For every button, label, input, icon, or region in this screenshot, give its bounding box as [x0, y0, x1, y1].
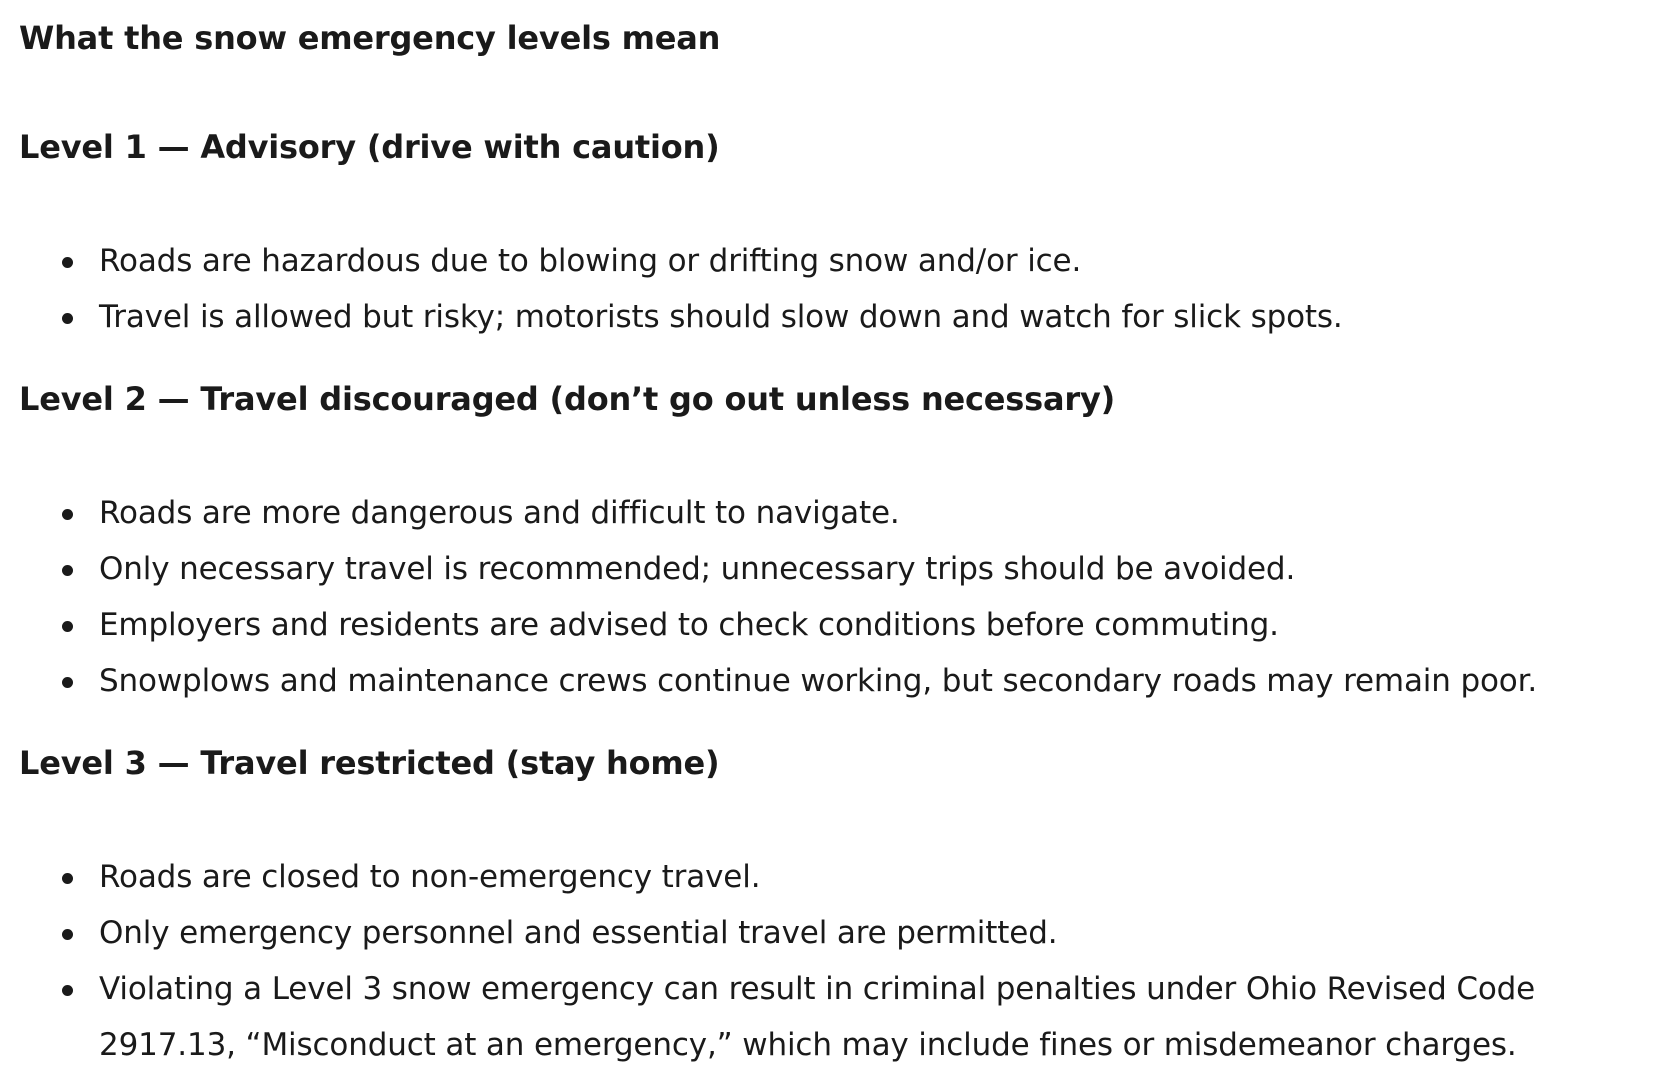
list-item: Roads are closed to non-emergency travel. [19, 849, 1680, 905]
level-3-heading: Level 3 — Travel restricted (stay home) [19, 744, 720, 782]
level-1-bullet-list [19, 233, 1680, 345]
list-item: Roads are hazardous due to blowing or drifting snow and/or ice. [19, 233, 1680, 289]
list-item: Travel is allowed but risky; motorists should slow down and watch for slick spots. [19, 289, 1680, 345]
list-item: Violating a Level 3 snow emergency can result in criminal penalties under Ohio Revised Code 2917.13, “Misconduct at an emergency,” which may include fines or misdemeanor charges. [19, 961, 1680, 1073]
level-3-bullet-list [19, 849, 1680, 1073]
level-2-bullet-list [19, 485, 1680, 709]
level-1-section [19, 125, 1680, 345]
list-item: Only necessary travel is recommended; unnecessary trips should be avoided. [19, 541, 1680, 597]
level-1-heading: Level 1 — Advisory (drive with caution) [19, 128, 720, 166]
level-3-section [19, 741, 1680, 1073]
level-2-heading: Level 2 — Travel discouraged (don’t go out unless necessary) [19, 380, 1116, 418]
level-2-section [19, 377, 1680, 709]
list-item: Snowplows and maintenance crews continue working, but secondary roads may remain poor. [19, 653, 1680, 709]
page-title: What the snow emergency levels mean [19, 19, 721, 57]
list-item: Employers and residents are advised to check conditions before commuting. [19, 597, 1680, 653]
list-item: Only emergency personnel and essential travel are permitted. [19, 905, 1680, 961]
list-item: Roads are more dangerous and difficult to navigate. [19, 485, 1680, 541]
